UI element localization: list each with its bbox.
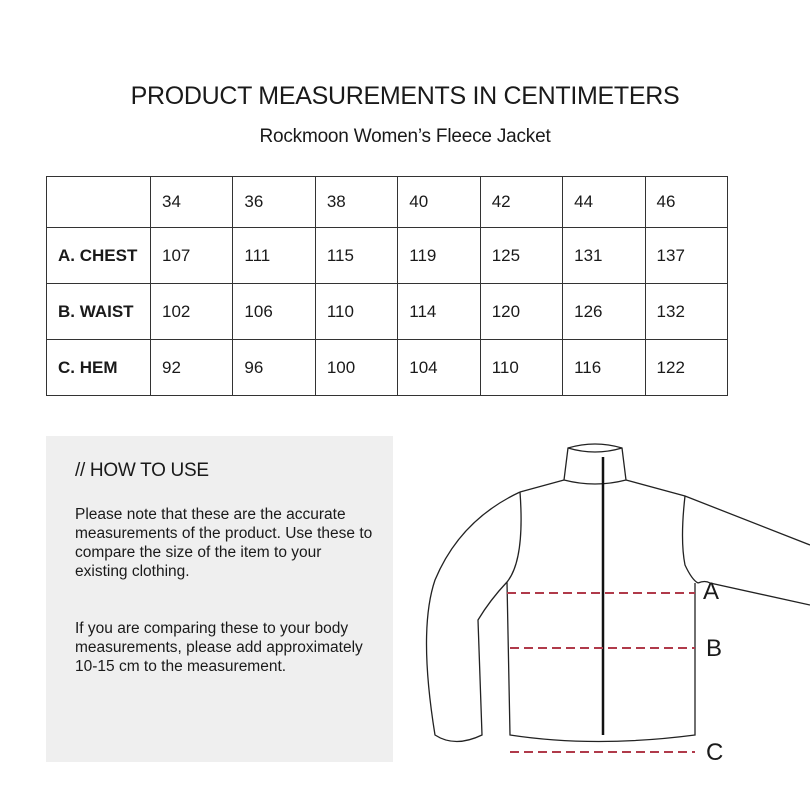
marker-c: C [706,739,724,766]
how-to-use-paragraph: Please note that these are the accurate measurements of the product. Use these to compare the size of the item to your existing clothing. [75,506,373,580]
table-cell: 110 [480,340,562,396]
table-cell: 116 [563,340,645,396]
table-cell: 132 [645,284,727,340]
table-cell: 106 [233,284,315,340]
row-label: A. CHEST [47,228,151,284]
marker-b: B [706,635,723,662]
size-header: 42 [480,177,562,228]
how-to-use-paragraph: If you are comparing these to your body measurements, please add approximately 10-15 cm to the measurement. [75,620,363,675]
table-row-hem [47,340,728,396]
table-cell: 100 [315,340,397,396]
table-cell: 120 [480,284,562,340]
marker-a: A [703,578,720,605]
table-cell: 119 [398,228,480,284]
page-title: PRODUCT MEASUREMENTS IN CENTIMETERS [130,82,680,110]
table-cell: 111 [233,228,315,284]
product-name: Rockmoon Women’s Fleece Jacket [259,126,551,147]
row-label: B. WAIST [47,284,151,340]
table-row-chest [47,228,728,284]
table-cell: 131 [563,228,645,284]
table-header-row [47,177,728,228]
table-row-waist [47,284,728,340]
size-table [46,176,728,396]
jacket-diagram [410,430,810,780]
row-label: C. HEM [47,340,151,396]
table-cell: 102 [151,284,233,340]
table-cell: 92 [151,340,233,396]
table-cell: 104 [398,340,480,396]
size-header: 40 [398,177,480,228]
table-cell: 107 [151,228,233,284]
table-cell: 110 [315,284,397,340]
table-cell: 122 [645,340,727,396]
table-cell: 137 [645,228,727,284]
how-to-use-heading: // HOW TO USE [75,460,209,481]
table-cell: 125 [480,228,562,284]
size-header: 36 [233,177,315,228]
size-header: 46 [645,177,727,228]
table-corner-cell [47,177,151,228]
table-cell: 96 [233,340,315,396]
table-cell: 126 [563,284,645,340]
how-to-use-panel [46,436,393,762]
table-cell: 114 [398,284,480,340]
measurement-lines [410,430,810,780]
size-header: 38 [315,177,397,228]
table-cell: 115 [315,228,397,284]
size-header: 34 [151,177,233,228]
size-header: 44 [563,177,645,228]
